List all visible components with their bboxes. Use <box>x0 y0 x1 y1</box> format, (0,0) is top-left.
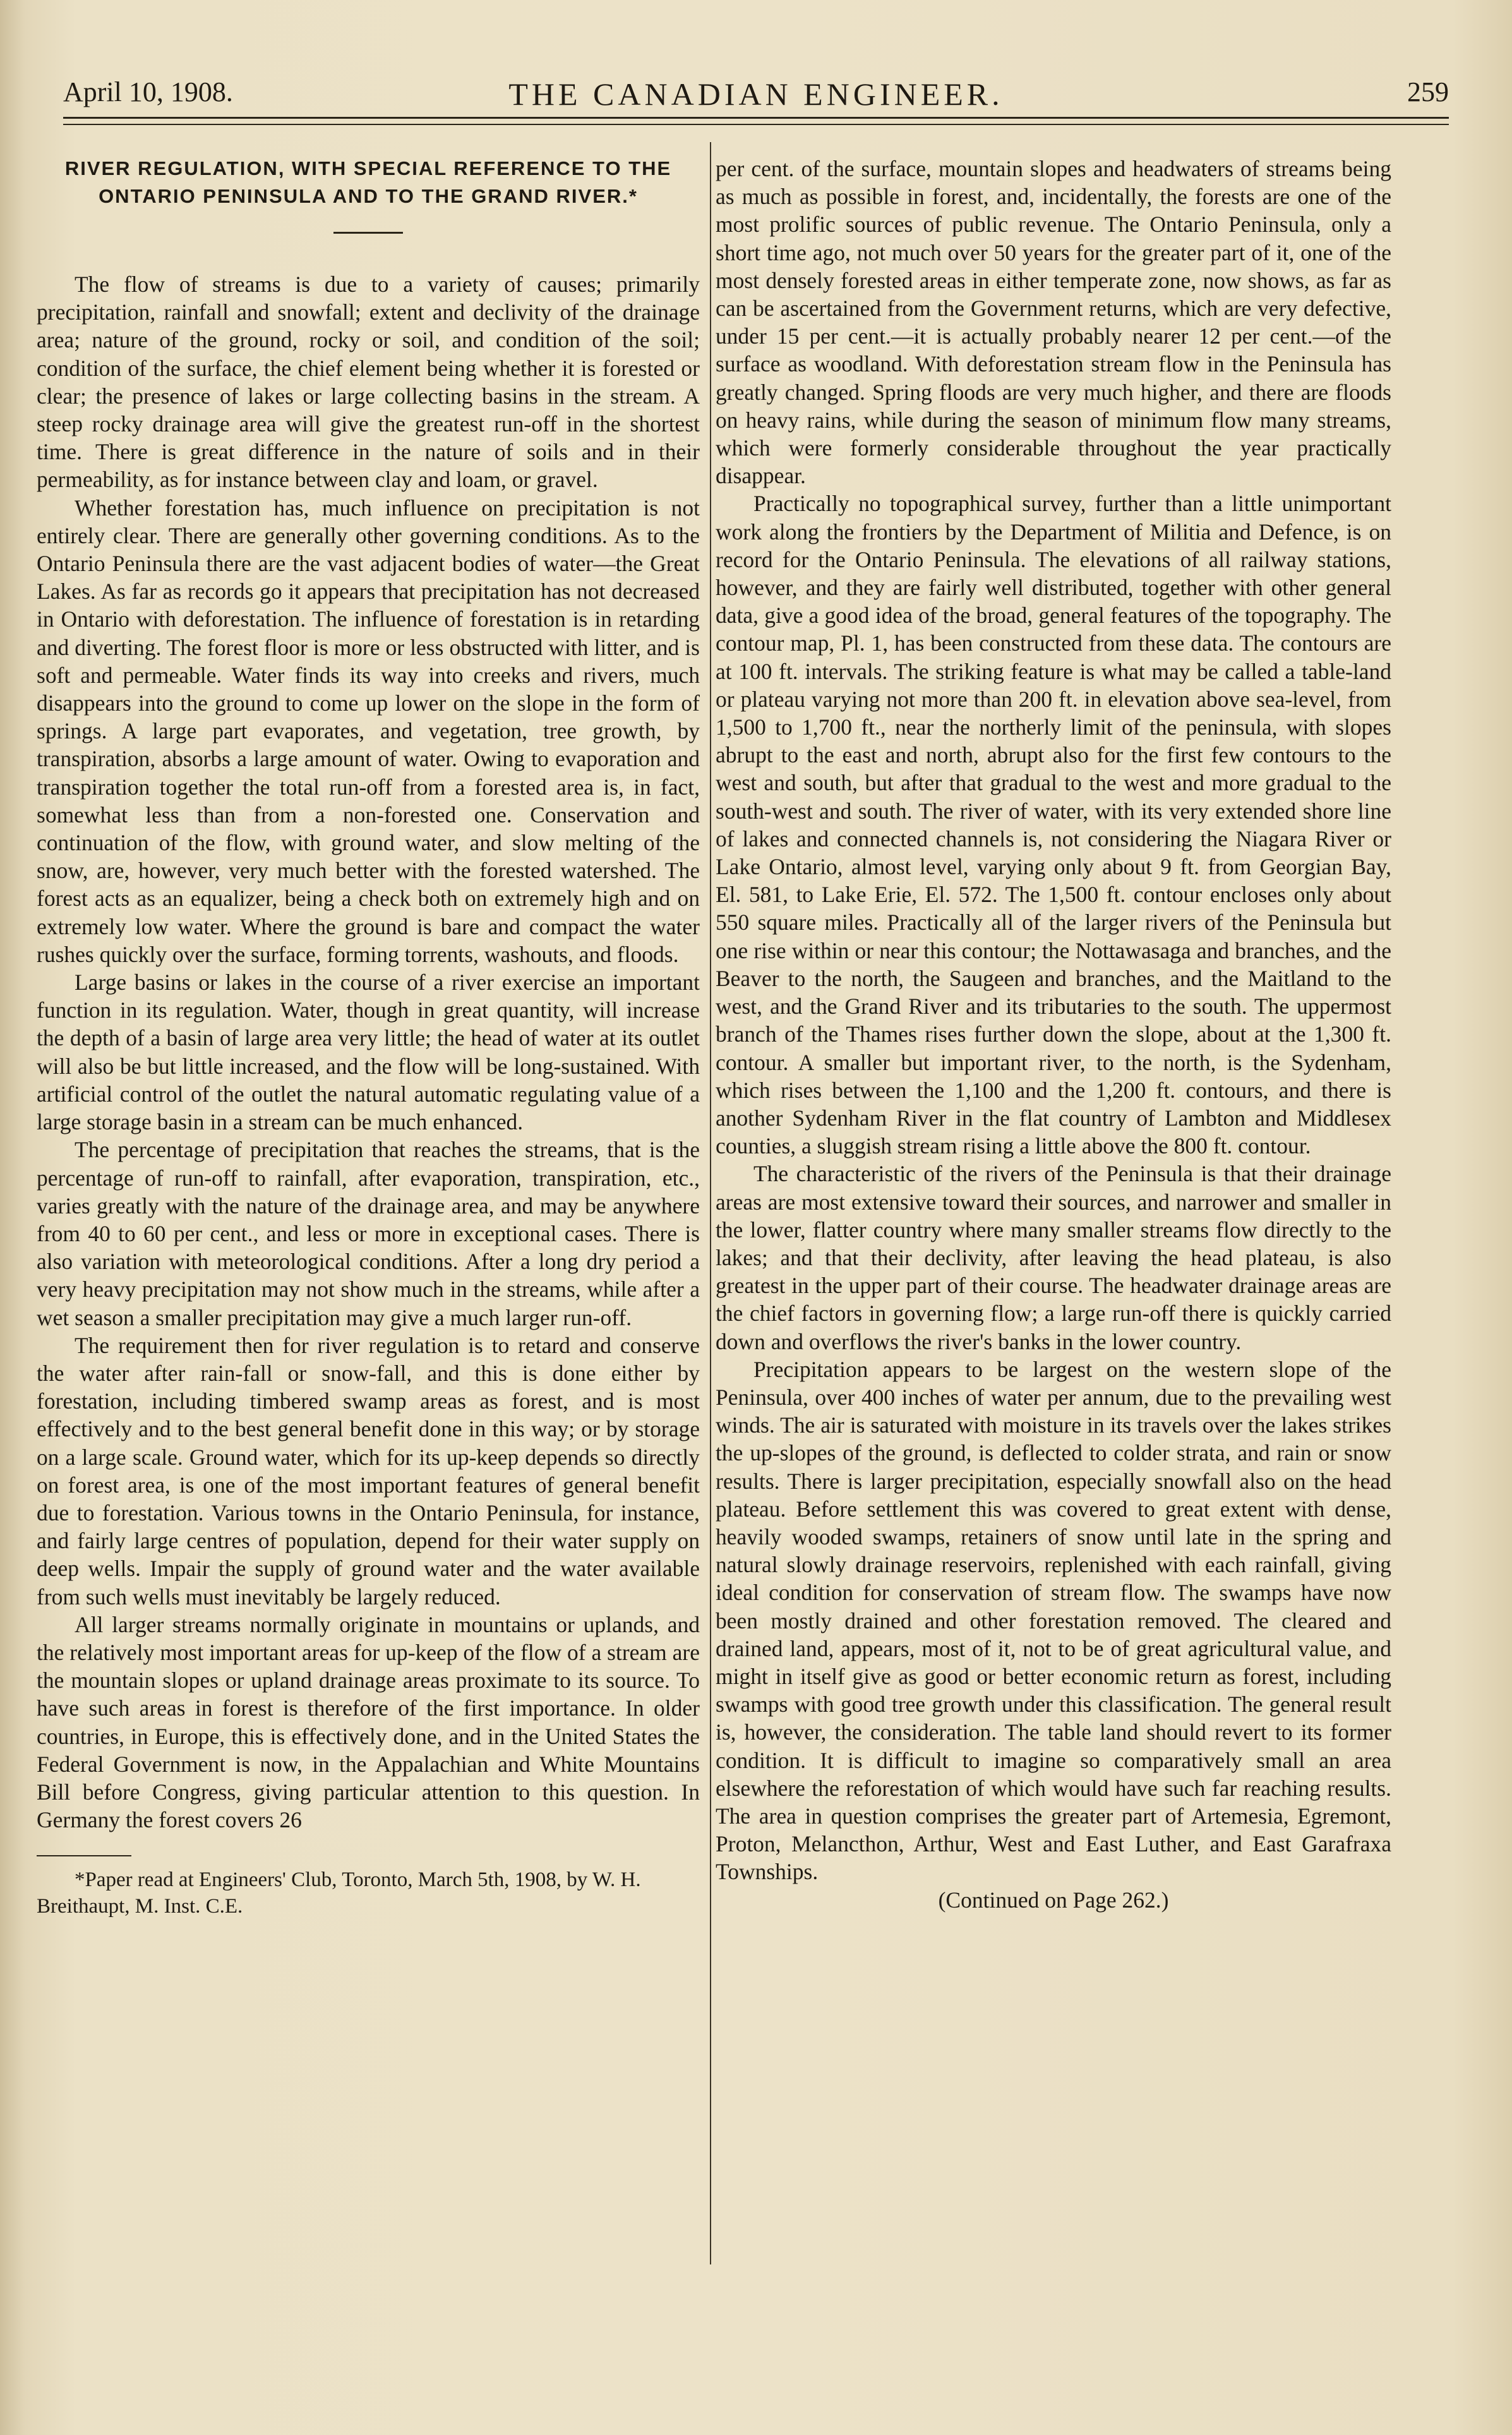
right-column <box>716 155 1391 1914</box>
paragraph: The flow of streams is due to a variety of causes; primarily precipitation, rainfall and snowfall; extent and declivity of the drainage area; nature of the ground, rocky or soil, and condition of the soil; condition of the surface, the chief element being whether it is forested or clear; the presence of lakes or large collecting basins in the stream. A steep rocky drainage area will give the greatest run-off in the shortest time. There is great difference in the nature of soils and in their permeability, as for instance between clay and loam, or gravel. <box>37 272 700 493</box>
column-divider <box>710 142 711 2264</box>
article-title: RIVER REGULATION, WITH SPECIAL REFERENCE TO THE ONTARIO PENINSULA AND TO THE GRAND RIVER.* <box>64 157 672 207</box>
title-rule <box>333 232 403 234</box>
paragraph: Whether forestation has, much influence on precipitation is not entirely clear. There are generally other governing conditions. As to the Ontario Peninsula there are the vast adjacent bodies of water—the Great Lakes. As far as records go it appears that precipitation has not decreased in Ontario with deforestation. The influence of forestation is in retarding and diverting. The forest floor is more or less obstructed with litter, and is soft and permeable. Water finds its way into creeks and rivers, much disappears into the ground to come up lower on the slope in the form of springs. A large part evaporates, and vegetation, tree growth, by transpiration, absorbs a large amount of water. Owing to evaporation and transpiration together the total run-off from a forested area is, in fact, somewhat less than from a non-forested one. Conservation and continuation of the flow, with ground water, and slow melting of the snow, are, however, very much better with the forested watershed. The forest acts as an equalizer, being a check both on extremely high and on extremely low water. Where the ground is bare and compact the water rushes quickly over the surface, forming torrents, washouts, and floods. <box>37 495 700 967</box>
header-rule <box>63 117 1449 119</box>
paragraph: per cent. of the surface, mountain slopes and headwaters of streams being as much as possible in forest, and, incidentally, the forests are one of the most prolific sources of public revenue. The Ontario Peninsula, only a short time ago, not much over 50 years for the greater part of it, one of the most densely forested areas in either temperate zone, now shows, as far as can be ascertained from the Government returns, which are very defective, under 15 per cent.—it is actually probably nearer 12 per cent.—of the surface as woodland. With deforestation stream flow in the Peninsula has greatly changed. Spring floods are very much higher, and there are floods on heavy rains, while during the season of minimum flow many streams, which were formerly considerable throughout the year practically disappear. <box>716 156 1391 489</box>
page-number: 259 <box>1407 76 1449 107</box>
paragraph: The characteristic of the rivers of the Peninsula is that their drainage areas are most extensive toward their sources, and narrower and smaller in the lower, flatter country where many smaller streams flow directly to the lakes; and that their declivity, after leaving the head plateau, is also greatest in the upper part of their course. The headwater drainage areas are the chief factors in governing flow; a large run-off there is quickly carried down and overflows the river's banks in the lower country. <box>716 1161 1391 1354</box>
paragraph: All larger streams normally originate in mountains or uplands, and the relatively most important areas for up-keep of the flow of a stream are the mountain slopes or upland drainage areas proximate to its source. To have such areas in forest is therefore of the first importance. In older countries, in Europe, this is effectively done, and in the United States the Federal Government is now, in the Appalachian and White Mountains Bill before Congress, giving particular attention to this question. In Germany the forest covers 26 <box>37 1611 700 1833</box>
running-header <box>63 76 1449 120</box>
paragraph: The percentage of precipitation that reaches the streams, that is the percentage of run-off to rainfall, after evaporation, transpiration, etc., varies greatly with the nature of the drainage area, and may be anywhere from 40 to 60 per cent., and less or more in exceptional cases. There is also variation with meteorological conditions. After a long dry period a very heavy precipitation may not show much in the streams, while after a wet season a smaller precipitation may give a much larger run-off. <box>37 1137 700 1330</box>
footnote-rule <box>37 1855 131 1856</box>
paragraph: Practically no topographical survey, further than a little unimportant work along the frontiers by the Department of Militia and Defence, is on record for the Ontario Peninsula. The elevations of all railway stations, however, and they are fairly well distributed, together with other general data, give a good idea of the broad, general features of the topography. The contour map, Pl. 1, has been constructed from these data. The contours are at 100 ft. intervals. The striking feature is what may be called a table-land or plateau varying not more than 200 ft. in elevation above sea-level, from 1,500 to 1,700 ft., near the northerly limit of the peninsula, with slopes abrupt to the east and north, abrupt also for the first few contours to the west and south, but after that gradual to the west and more gradual to the south-west and south. The river of water, with its very extended shore line of lakes and connected channels is, not considering the Niagara River or Lake Ontario, almost level, varying only about 9 ft. from Georgian Bay, El. 581, to Lake Erie, El. 572. The 1,500 ft. contour encloses only about 550 square miles. Practically all of the larger rivers of the Peninsula but one rise within or near this contour; the Nottawasaga and branches, and the Beaver to the north, the Saugeen and branches, and the Maitland to the west, and the Grand River and its tributaries to the south. The uppermost branch of the Thames rises further down the slope, about at the 1,300 ft. contour. A smaller but important river, to the north, is the Sydenham, which rises between the 1,100 and the 1,200 ft. contours, and there is another Sydenham River in the flat country of Lambton and Middlesex counties, a sluggish stream rising a little above the 800 ft. contour. <box>716 491 1391 1159</box>
journal-title: THE CANADIAN ENGINEER. <box>508 76 1004 112</box>
paragraph: The requirement then for river regulation is to retard and conserve the water after rain-fall or snow-fall, and this is done either by forestation, including timbered swamp areas as forest, and is most effectively and to the best general benefit done in this way; or by storage on a large scale. Ground water, which for its up-keep depends so directly on forest area, is one of the most important features of general benefit due to forestation. Various towns in the Ontario Peninsula, for instance, and fairly large centres of population, depend for their water supply on deep wells. Impair the supply of ground water and the water available from such wells must inevitably be largely reduced. <box>37 1332 700 1609</box>
issue-date: April 10, 1908. <box>63 76 233 107</box>
paragraph: Precipitation appears to be largest on the western slope of the Peninsula, over 400 inches of water per annum, due to the prevailing west winds. The air is saturated with moisture in its travels over the lakes strikes the up-slopes of the ground, is deflected to colder strata, and rain or snow results. There is larger precipitation, especially snowfall also on the head plateau. Before settlement this was covered to great extent with dense, heavily wooded swamps, retainers of snow until late in the spring and natural slowly drainage reservoirs, replenished with each rainfall, giving ideal condition for conservation of stream flow. The swamps have now been mostly drained and other forestation removed. The cleared and drained land, appears, most of it, not to be of great agricultural value, and might in itself give as good or better economic return as forest, including swamps with good tree growth under this classification. The general result is, however, the consideration. The table land should revert to its former condition. It is difficult to imagine so comparatively small an area elsewhere the reforestation of which would have such far reaching results. The area in question comprises the greater part of Artemesia, Egremont, Proton, Melancthon, Arthur, West and East Luther, and East Garafraxa Townships. <box>716 1356 1391 1885</box>
footnote: *Paper read at Engineers' Club, Toronto, March 5th, 1908, by W. H. Breithaupt, M. Inst. C.E. <box>37 1868 641 1918</box>
header-rule-secondary <box>63 124 1449 125</box>
paragraph: Large basins or lakes in the course of a river exercise an important function in its regulation. Water, though in great quantity, will increase the depth of a basin of large area very little; the head of water at its outlet will also be but little increased, and the flow will be long-sustained. With artificial control of the outlet the natural automatic regulating value of a large storage basin in a stream can be much enhanced. <box>37 970 700 1135</box>
left-column <box>37 155 700 1920</box>
continued-notice: (Continued on Page 262.) <box>938 1887 1169 1913</box>
